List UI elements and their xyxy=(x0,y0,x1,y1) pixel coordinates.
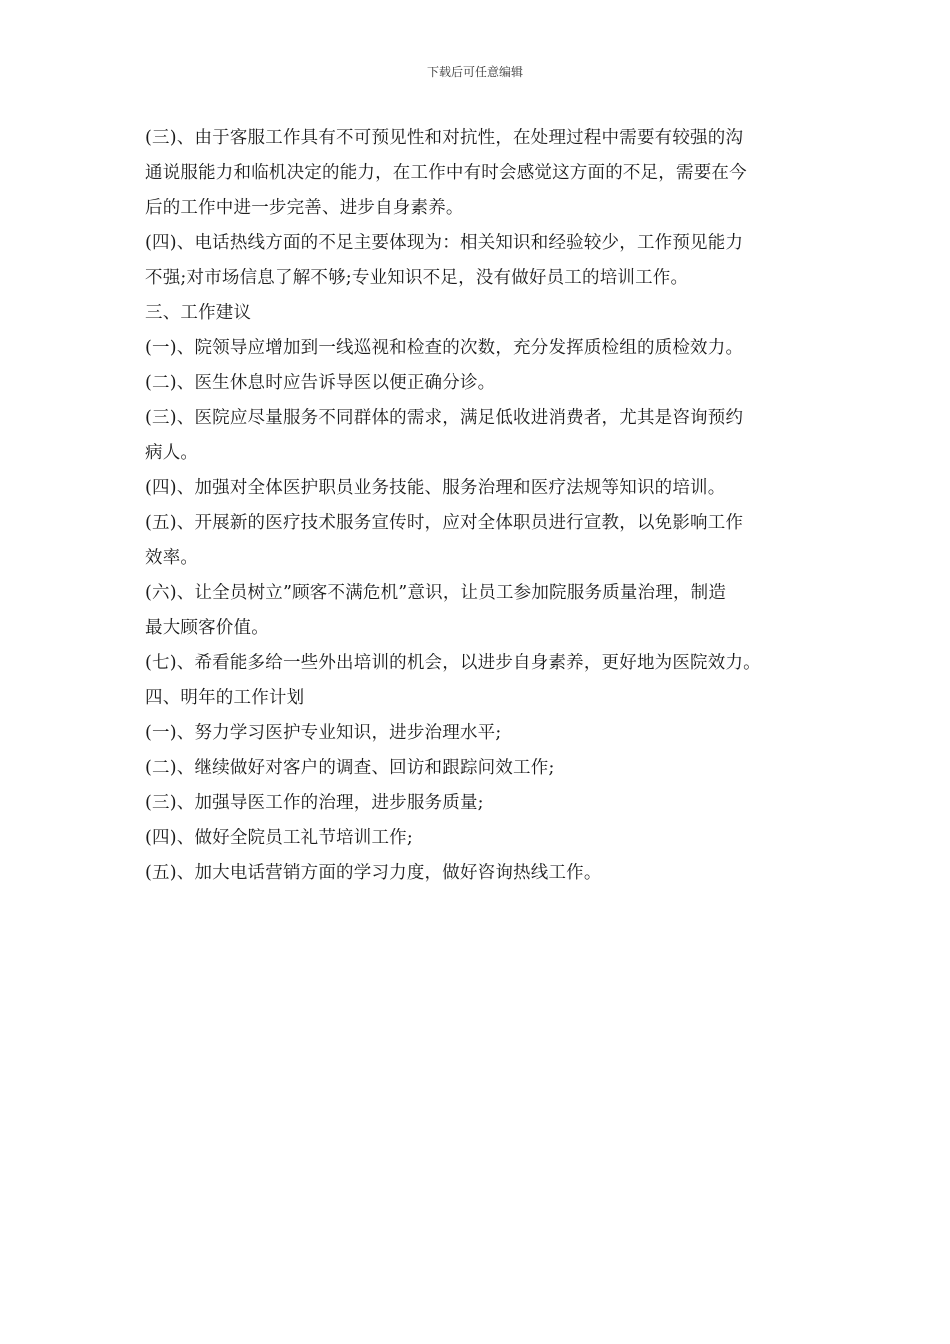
paragraph-line: (一)、院领导应增加到一线巡视和检查的次数，充分发挥质检组的质检效力。 xyxy=(145,338,744,358)
paragraph-line: 不强;对市场信息了解不够;专业知识不足，没有做好员工的培训工作。 xyxy=(145,268,689,288)
section-heading: 四、明年的工作计划 xyxy=(145,688,305,708)
paragraph-line: (四)、做好全院员工礼节培训工作; xyxy=(145,828,413,848)
paragraph-line: (三)、由于客服工作具有不可预见性和对抗性，在处理过程中需要有较强的沟 xyxy=(145,128,744,148)
paragraph-line: (三)、加强导医工作的治理，进步服务质量; xyxy=(145,793,484,813)
paragraph-line: (五)、开展新的医疗技术服务宣传时，应对全体职员进行宣教，以免影响工作 xyxy=(145,513,744,533)
paragraph-line: (七)、希看能多给一些外出培训的机会，以进步自身素养，更好地为医院效力。 xyxy=(145,653,761,673)
section-heading: 三、工作建议 xyxy=(145,303,252,323)
document-body xyxy=(145,121,825,891)
paragraph-line: 效率。 xyxy=(145,548,199,568)
paragraph-line: (一)、努力学习医护专业知识，进步治理水平; xyxy=(145,723,502,743)
paragraph-line: 通说服能力和临机决定的能力，在工作中有时会感觉这方面的不足，需要在今 xyxy=(145,163,747,183)
paragraph-line: 后的工作中进一步完善、进步自身素养。 xyxy=(145,198,464,218)
page-header-note: 下载后可任意编辑 xyxy=(426,65,523,79)
paragraph-line: (二)、继续做好对客户的调查、回访和跟踪问效工作; xyxy=(145,758,555,778)
paragraph-line: (三)、医院应尽量服务不同群体的需求，满足低收进消费者，尤其是咨询预约 xyxy=(145,408,744,428)
paragraph-line: 最大顾客价值。 xyxy=(145,618,269,638)
paragraph-line: 病人。 xyxy=(145,443,199,463)
paragraph-line: (二)、医生休息时应告诉导医以便正确分诊。 xyxy=(145,373,496,393)
paragraph-line: (五)、加大电话营销方面的学习力度，做好咨询热线工作。 xyxy=(145,863,602,883)
paragraph-line: (四)、电话热线方面的不足主要体现为：相关知识和经验较少，工作预见能力 xyxy=(145,233,744,253)
paragraph-line: (六)、让全员树立”顾客不满危机”意识，让员工参加院服务质量治理，制造 xyxy=(145,583,727,603)
paragraph-line: (四)、加强对全体医护职员业务技能、服务治理和医疗法规等知识的培训。 xyxy=(145,478,726,498)
